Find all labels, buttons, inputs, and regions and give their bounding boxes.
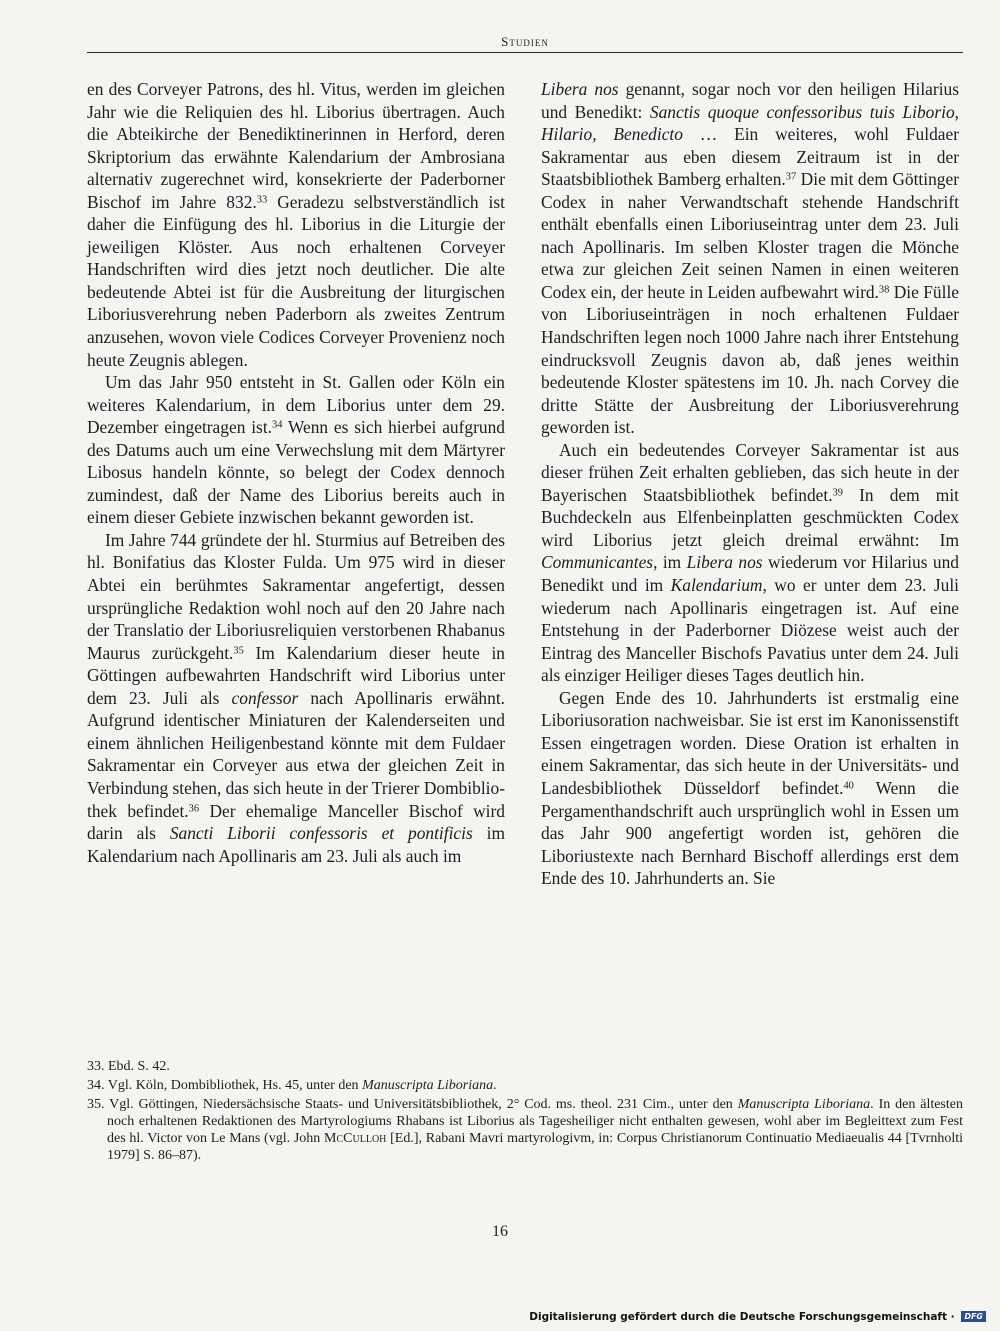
text-run: nach Apollinaris erwähnt. Aufgrund identischer Miniaturen der Kalenderseiten und einem ähnlichen Heiligenbestand könnte mit dem Fuldaer Sakramentar ein Corveyer aus etwa der gleichen Zeit in Verbindung stehen, das sich heute in der Trierer Dombibliothek befindet. [87,687,506,821]
text-run: Wenn es sich hierbei aufgrund des Datums auch um eine Verwechslung mit dem Märtyrer Libosus handeln könnte, so belegt der Codex dennoch zumindest, daß der Name des Liborius bereits auch in einem dieser Gebiete inzwischen bekannt geworden ist. [87,417,505,528]
paragraph [87,371,505,529]
text-run: [Ed.], Rabani Mavri martyrologivm, in: Corpus Christianorum Continuatio Mediaeualis 44 [Tvrnholti 1979] S. 86–87). [107,1131,963,1163]
footnote [87,1077,963,1094]
text-run: Der ehemalige Manceller Bischof wird darin als [87,800,505,844]
italic-run: Libera nos [686,552,763,573]
footnotes [87,1058,963,1166]
paragraph [541,439,959,687]
italic-run: confessor [231,687,299,708]
text-run: wiederum vor Hilarius und Benedikt und im [541,552,959,596]
text-run: Geradezu selbstverständlich ist daher die Einfügung des hl. Liborius in die Liturgie der jeweiligen Klöster. Aus noch erhaltenen Corveyer Handschriften wird dies jetzt noch deutlicher. Die alte bedeutende Abtei ist für die Ausbreitung der liturgischen Liboriusverehrung neben Paderborn als zweites Zentrum anzusehen, wovon viele Codices Corveyer Provenienz noch heute Zeugnis ablegen. [87,191,505,370]
footnote-ref: 37 [785,171,797,183]
running-header [87,34,963,53]
italic-run: Sancti Liborii confessoris et pontificis [169,823,473,844]
italic-run: Manuscripta Liboriana [737,1097,871,1112]
text-run: 34. Vgl. Köln, Dombibliothek, Hs. 45, unter den [87,1078,363,1093]
italic-run: Libera nos [541,79,619,99]
text-run: . In den ältesten noch erhaltenen Redaktionen des Martyrologiums Rhabans ist Liborius als Tagesheiliger nicht enthalten gewesen, wohl aber im Begleittext zum Fest des hl. Victor von Le Mans (vgl. John [107,1097,963,1146]
text-run: . [493,1078,497,1093]
italic-run: Kalendarium [670,575,763,596]
footnote [87,1058,963,1075]
text-run: en des Corveyer Patrons, des hl. Vitus, werden im gleichen Jahr wie die Reliquien des hl. Liborius übertragen. Auch die Abteikirche der Benediktinerinnen in Herford, deren Skriptorium das erwähnte Kalendarium der Ambrosiana alternativ zugerechnet wird, konsekrierte der Paderborner Bischof im Jahre 832. [87,79,505,212]
footnote-ref: 39 [832,487,844,499]
text-run: Die Fülle von Liboriuseinträgen in noch erhaltenen Fuldaer Handschriften legen noch 1000 Jahre nach ihrer Entstehung eindrucksvoll Zeugnis davon ab, daß jenes weithin bedeutende Kloster spätestens im 10. Jh. nach Corvey die dritte Stätte der Ausbreitung der Liboriusverehrung geworden ist. [541,281,959,438]
paragraph [87,529,505,867]
footnote-ref: 38 [878,284,890,296]
dfg-logo: DFG [961,1311,986,1322]
paragraph [541,687,959,890]
text-run: , wo er unter dem 23. Juli wiederum nach Apollinaris eingetragen ist. Auf eine Entstehung in der Paderborner Diözese weist auch der Eintrag des Manceller Bischofs Pavatius unter dem 24. Juli als einziger Heiliger dieses Tages deutlich hin. [541,575,959,686]
page-number: 16 [492,1223,508,1240]
text-run: 33. Ebd. S. 42. [87,1059,170,1074]
text-run: Wenn die Pergamenthandschrift auch ursprünglich wohl in Essen um das Jahr 900 angefertigt worden ist, gehören die Liboriustexte nach Bernhard Bischoff allerdings erst dem Ende des 10. Jahrhunderts an. Sie [541,777,959,889]
text-run: 35. Vgl. Göttingen, Niedersächsische Staats- und Universitätsbibliothek, 2° Cod. ms. theol. 231 Cim., unter den [87,1097,738,1112]
running-header-title: Studien [501,34,549,49]
text-run: Gegen Ende des 10. Jahrhunderts ist erstmalig eine Liboriusoration nachweisbar. Sie ist erst im Kanonissenstift Essen eingetragen worden. Diese Oration ist erhalten in einem Sakramentar, das sich heute in der Universitäts- und Landesbibliothek Düsseldorf befindet. [541,687,959,798]
credit-text: Digitalisierung gefördert durch die Deutsche Forschungsgemeinschaft · [529,1311,955,1323]
text-run: … Ein weiteres, wohl Fuldaer Sakramentar aus eben diesem Zeitraum ist in der Staatsbibliothek Bamberg erhalten. [541,124,959,190]
italic-run: Manuscripta Liboriana [362,1078,494,1093]
right-text-column [541,78,959,890]
text-run: Die mit dem Göttinger Codex in naher Verwandtschaft stehende Handschrift enthält ebenfalls einen Liboriuseintrag unter dem 23. Juli nach Apollinaris. Im selben Kloster tragen die Mönche etwa zur gleichen Zeit seinen Namen in einen weiteren Codex ein, der heute in Leiden aufbewahrt wird. [541,169,959,302]
footnote-ref: 40 [843,780,854,792]
text-run: , im [653,552,687,573]
digitization-credit [529,1311,986,1323]
text-run: Im Jahre 744 gründete der hl. Sturmius auf Betreiben des hl. Bonifatius das Kloster Fulda. Um 975 wird in dieser Abtei ein berühmtes Sakramentar angefertigt, dessen ursprüngliche Redaktion wohl noch auf den 20 Jahre nach der Translatio der Liboriusreliquien verstorbenen Rhabanus Maurus zurückgeht. [87,529,505,663]
footnote-ref: 33 [256,194,268,205]
left-text-column [87,78,505,867]
text-run: Im Kalendarium dieser heute in Göttingen aufbewahrten Handschrift wird Liborius unter dem 23. Juli als [87,642,505,708]
text-run: genannt, sogar noch vor den heiligen Hilarius und Benedikt: [541,79,959,122]
text-run: Um das Jahr 950 entsteht in St. Gallen oder Köln ein weiteres Kalendarium, in dem Liborius unter dem 29. Dezember eingetragen ist. [87,372,505,438]
text-run: im Kalendarium nach Apollinaris am 23. Juli als auch im [87,823,505,866]
author-name: McCulloh [324,1131,387,1146]
text-run: In dem mit Buchdeckeln aus Elfenbeinplatten geschmückten Codex wird Liborius jetzt gleich dreimal erwähnt: Im [541,484,959,550]
footnote [87,1096,963,1164]
italic-run: Sanctis quoque confessoribus tuis Liborio, Hilario, Benedicto [541,101,959,145]
footnote-ref: 36 [188,802,200,814]
paragraph [87,78,505,371]
footnote-ref: 34 [272,419,283,431]
text-run: Auch ein bedeutendes Corveyer Sakramentar ist aus dieser frühen Zeit erhalten geblieben, das sich heute in der Bayerischen Staatsbibliothek befindet. [541,439,959,505]
footnote-ref: 35 [233,644,244,656]
paragraph [541,78,959,439]
italic-run: Communicantes [541,552,654,573]
